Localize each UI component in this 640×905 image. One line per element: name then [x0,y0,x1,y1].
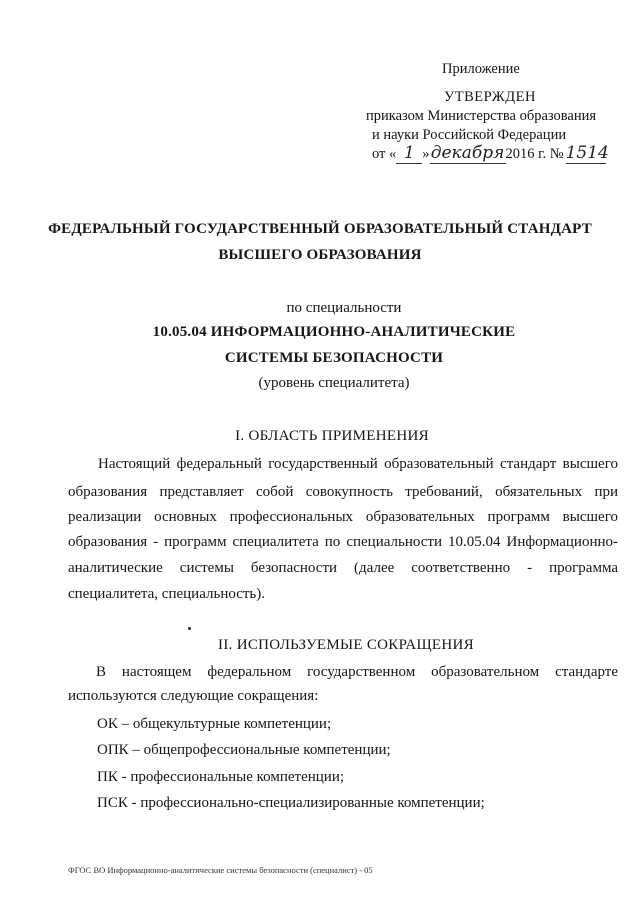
document-title-line-1: ФЕДЕРАЛЬНЫЙ ГОСУДАРСТВЕННЫЙ ОБРАЗОВАТЕЛЬНЫЙ СТАНДАРТ [48,221,592,237]
section-1-heading: I. ОБЛАСТЬ ПРИМЕНЕНИЯ [235,428,429,444]
scan-speck [188,627,191,630]
section-1-line-1: Настоящий федеральный государственный образовательный стандарт высшего [98,456,618,472]
date-day-handwritten: 1 [396,144,422,164]
section-2-intro-line-2: используются следующие сокращения: [68,688,319,704]
approved-label: УТВЕРЖДЕН [444,89,536,105]
specialty-intro: по специальности [286,300,402,316]
page-footer: ФГОС ВО Информационно-аналитические системы безопасности (специалист) - 05 [68,865,373,875]
abbreviation-item-opk: ОПК – общепрофессиональные компетенции; [97,742,391,758]
section-1-line-5: аналитические системы безопасности (далее соответственно - программа [68,560,618,576]
abbreviation-item-pk: ПК - профессиональные компетенции; [97,769,345,785]
section-1-line-6: специалитета, специальность). [68,586,266,602]
order-line-1: приказом Министерства образования [366,108,597,124]
abbreviation-item-ok: ОК – общекультурные компетенции; [97,716,332,732]
section-1-line-4: образования - программ специалитета по специальности 10.05.04 Информационно- [68,534,618,550]
date-year: 2016 г. № [505,146,564,162]
section-2-heading: II. ИСПОЛЬЗУЕМЫЕ СОКРАЩЕНИЯ [218,637,474,653]
order-date-line [372,143,609,164]
date-prefix: от « [372,146,397,162]
specialty-name-line-2: СИСТЕМЫ БЕЗОПАСНОСТИ [224,350,444,366]
date-month-handwritten: декабря [430,143,505,163]
section-1-line-2: образования представляет собой совокупность требований, обязательных при [68,484,618,500]
date-mid: » [422,146,430,162]
specialty-name-line-1: 10.05.04 ИНФОРМАЦИОННО-АНАЛИТИЧЕСКИЕ [152,324,516,340]
specialty-level: (уровень специалитета) [258,375,410,391]
order-number-handwritten: 1514 [565,143,609,163]
abbreviation-item-psk: ПСК - профессионально-специализированные компетенции; [97,795,485,811]
section-2-intro-line-1: В настоящем федеральном государственном образовательном стандарте [96,664,618,680]
section-1-line-3: реализации основных профессиональных образовательных программ высшего [68,509,618,525]
order-line-2: и науки Российской Федерации [372,127,567,143]
document-title-line-2: ВЫСШЕГО ОБРАЗОВАНИЯ [218,247,422,263]
appendix-label: Приложение [442,61,520,77]
